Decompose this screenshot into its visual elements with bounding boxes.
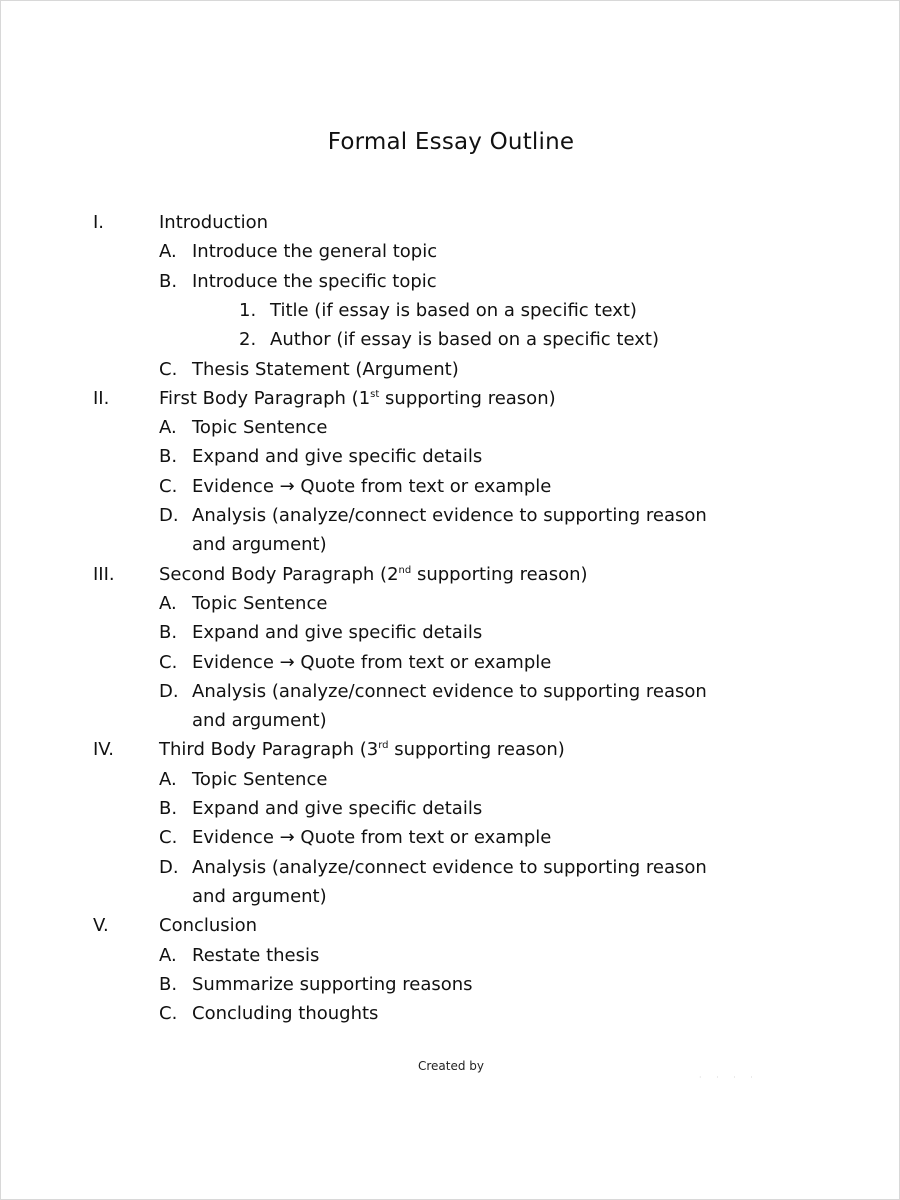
item-text: Thesis Statement (Argument)	[192, 358, 459, 380]
heading-text: supporting reason)	[379, 387, 556, 409]
section-numeral: II.	[93, 387, 110, 409]
page-title: Formal Essay Outline	[327, 129, 575, 155]
section-heading	[159, 739, 565, 761]
section-numeral: III.	[93, 563, 115, 585]
item-continuation: and argument)	[192, 885, 327, 907]
heading-text: Second Body Paragraph (2	[159, 563, 399, 585]
section-heading: Conclusion	[159, 915, 258, 937]
section-heading	[159, 564, 588, 586]
section-numeral: IV.	[93, 739, 115, 761]
subitem-label: 2.	[239, 329, 257, 351]
item-label: B.	[159, 622, 178, 644]
outline-item	[159, 446, 482, 468]
outline-subitem	[239, 300, 637, 322]
heading-text: First Body Paragraph (1	[159, 387, 371, 409]
item-text: Topic Sentence	[192, 768, 328, 790]
section-heading: Introduction	[159, 212, 269, 233]
outline-subitem	[239, 329, 659, 351]
item-text: Topic Sentence	[192, 592, 328, 614]
outline-item	[159, 827, 551, 849]
footer-credit: Created by	[417, 1059, 485, 1073]
section-numeral: V.	[93, 915, 109, 937]
item-text: Expand and give specific details	[192, 798, 483, 819]
section-numeral: I.	[93, 212, 105, 233]
item-label: A.	[159, 241, 177, 263]
outline-item	[159, 769, 327, 791]
outline-item	[159, 945, 319, 967]
heading-text: supporting reason)	[388, 739, 565, 761]
subitem-text: Title (if essay is based on a specific text)	[270, 299, 637, 321]
item-continuation: and argument)	[192, 534, 327, 556]
heading-text: supporting reason)	[411, 563, 588, 585]
item-label: C.	[159, 827, 178, 849]
item-text: Topic Sentence	[192, 417, 328, 439]
outline-item	[159, 652, 551, 674]
item-label: C.	[159, 651, 178, 673]
item-text: Evidence → Quote from text or example	[192, 827, 552, 849]
outline-item	[159, 505, 707, 527]
outline-item	[159, 271, 437, 293]
subitem-text: Author (if essay is based on a specific text)	[270, 329, 659, 351]
item-text: Introduce the general topic	[192, 241, 438, 263]
outline-item	[159, 857, 707, 879]
item-text: Analysis (analyze/connect evidence to supporting reason	[192, 505, 707, 526]
item-label: D.	[159, 505, 179, 526]
subitem-label: 1.	[239, 299, 257, 321]
section-heading	[159, 388, 556, 410]
item-label: A.	[159, 417, 177, 439]
item-text: Expand and give specific details	[192, 446, 483, 468]
item-label: A.	[159, 768, 177, 790]
item-continuation: and argument)	[192, 710, 327, 732]
outline-item	[159, 622, 482, 644]
faint-watermark: · · · ·	[699, 1073, 759, 1082]
heading-text: Third Body Paragraph (3	[159, 739, 379, 761]
item-text: Expand and give specific details	[192, 622, 483, 644]
ordinal-suffix: st	[370, 388, 380, 400]
ordinal-suffix: rd	[378, 740, 389, 752]
item-label: D.	[159, 680, 179, 702]
outline-item	[159, 798, 482, 820]
outline-item	[159, 681, 707, 703]
item-label: B.	[159, 270, 178, 292]
outline-item	[159, 241, 437, 263]
item-text: Evidence → Quote from text or example	[192, 651, 552, 673]
item-label: C.	[159, 358, 178, 380]
outline-item	[159, 359, 459, 381]
outline-item	[159, 593, 327, 615]
item-text: Introduce the specific topic	[192, 270, 437, 292]
item-text: Restate thesis	[192, 944, 320, 966]
item-text: Analysis (analyze/connect evidence to supporting reason	[192, 680, 707, 702]
item-label: D.	[159, 856, 179, 878]
outline-item	[159, 476, 551, 498]
item-label: C.	[159, 475, 178, 497]
item-label: A.	[159, 944, 177, 966]
item-label: B.	[159, 973, 178, 995]
item-text: Summarize supporting reasons	[192, 973, 473, 995]
outline-item	[159, 417, 327, 439]
item-label: A.	[159, 592, 177, 614]
item-label: C.	[159, 1003, 178, 1025]
outline-item	[159, 1003, 378, 1025]
outline-item	[159, 974, 473, 996]
item-text: Concluding thoughts	[192, 1003, 379, 1025]
ordinal-suffix: nd	[398, 564, 412, 576]
item-label: B.	[159, 446, 178, 468]
item-text: Analysis (analyze/connect evidence to supporting reason	[192, 856, 707, 878]
item-text: Evidence → Quote from text or example	[192, 475, 552, 497]
item-label: B.	[159, 798, 178, 819]
